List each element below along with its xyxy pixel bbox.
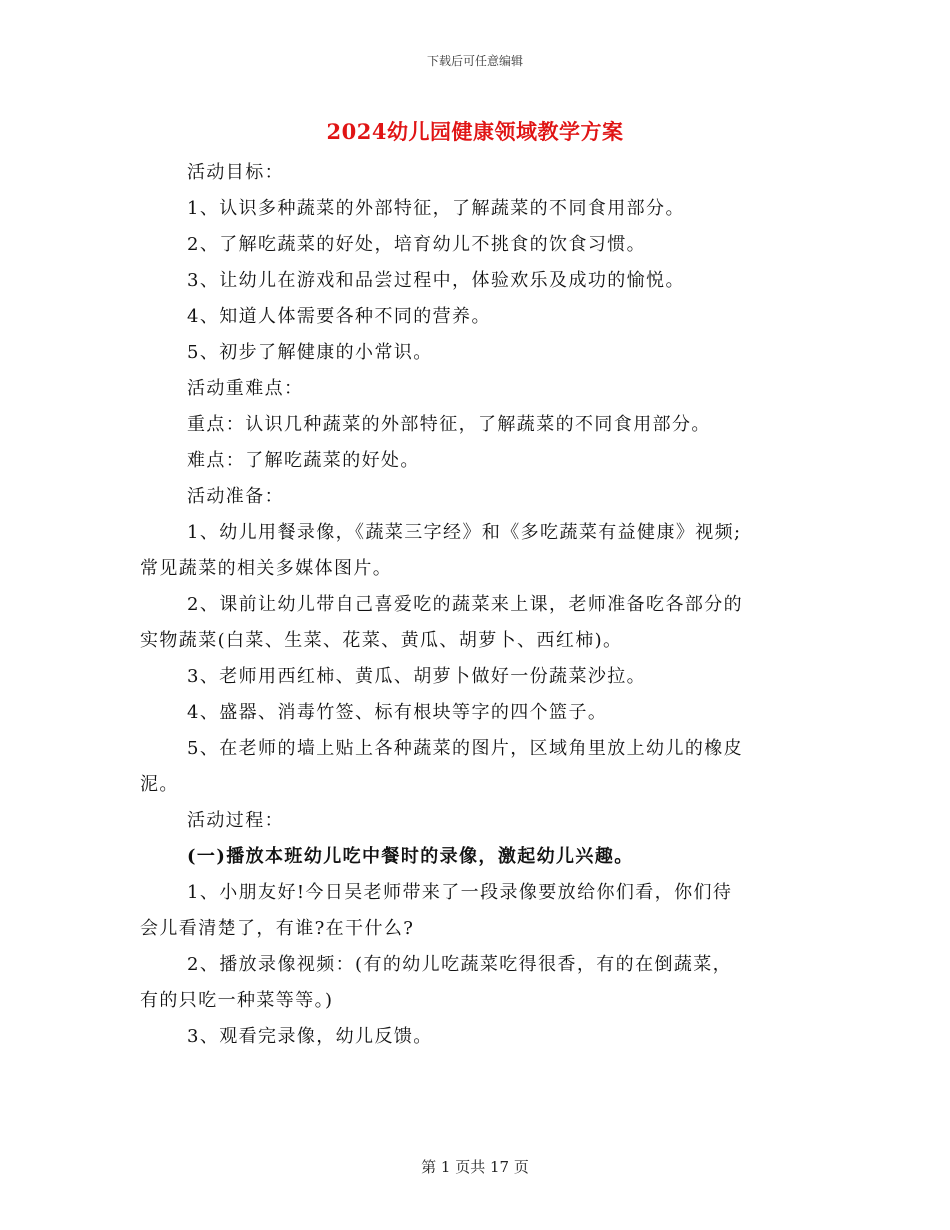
- document-title: 2024幼儿园健康领域教学方案: [326, 119, 624, 144]
- page-header: 下载后可任意编辑: [426, 54, 523, 68]
- paragraph-line: 4、盛器、消毒竹签、标有根块等字的四个篮子。: [187, 702, 608, 723]
- paragraph-line: 1、幼儿用餐录像，《蔬菜三字经》和《多吃蔬菜有益健康》视频;: [187, 522, 742, 543]
- paragraph-line: 难点：了解吃蔬菜的好处。: [187, 450, 420, 471]
- paragraph-line: 有的只吃一种菜等等。): [140, 990, 334, 1011]
- paragraph-line: 5、在老师的墙上贴上各种蔬菜的图片，区域角里放上幼儿的橡皮: [187, 738, 744, 759]
- paragraph-line: 1、小朋友好!今日吴老师带来了一段录像要放给你们看，你们待: [187, 882, 733, 903]
- paragraph-line: 4、知道人体需要各种不同的营养。: [187, 306, 491, 327]
- document-body: [140, 155, 820, 1055]
- paragraph-line: 重点：认识几种蔬菜的外部特征，了解蔬菜的不同食用部分。: [187, 414, 711, 435]
- paragraph-line: 3、让幼儿在游戏和品尝过程中，体验欢乐及成功的愉悦。: [187, 270, 685, 291]
- paragraph-line: 5、初步了解健康的小常识。: [187, 342, 433, 363]
- paragraph-line: 实物蔬菜(白菜、生菜、花菜、黄瓜、胡萝卜、西红柿)。: [140, 630, 623, 651]
- paragraph-line: 3、观看完录像，幼儿反馈。: [187, 1026, 433, 1047]
- page-footer: 第 1 页共 17 页: [421, 1158, 529, 1176]
- section-heading-goals: 活动目标：: [187, 162, 284, 183]
- paragraph-line: 泥。: [140, 774, 179, 795]
- section-heading-preparation: 活动准备：: [187, 486, 284, 507]
- paragraph-line: 常见蔬菜的相关多媒体图片。: [140, 558, 393, 579]
- paragraph-line: 2、课前让幼儿带自己喜爱吃的蔬菜来上课，老师准备吃各部分的: [187, 594, 744, 615]
- paragraph-line: 3、老师用西红柿、黄瓜、胡萝卜做好一份蔬菜沙拉。: [187, 666, 647, 687]
- section-heading-key-points: 活动重难点：: [187, 378, 304, 399]
- paragraph-line: 2、播放录像视频：(有的幼儿吃蔬菜吃得很香，有的在倒蔬菜，: [187, 954, 733, 975]
- paragraph-line: 会儿看清楚了，有谁?在干什么?: [140, 918, 415, 939]
- subsection-heading: (一)播放本班幼儿吃中餐时的录像，激起幼儿兴趣。: [187, 846, 634, 867]
- paragraph-line: 2、了解吃蔬菜的好处，培育幼儿不挑食的饮食习惯。: [187, 234, 647, 255]
- paragraph-line: 1、认识多种蔬菜的外部特征，了解蔬菜的不同食用部分。: [187, 198, 685, 219]
- section-heading-process: 活动过程：: [187, 810, 284, 831]
